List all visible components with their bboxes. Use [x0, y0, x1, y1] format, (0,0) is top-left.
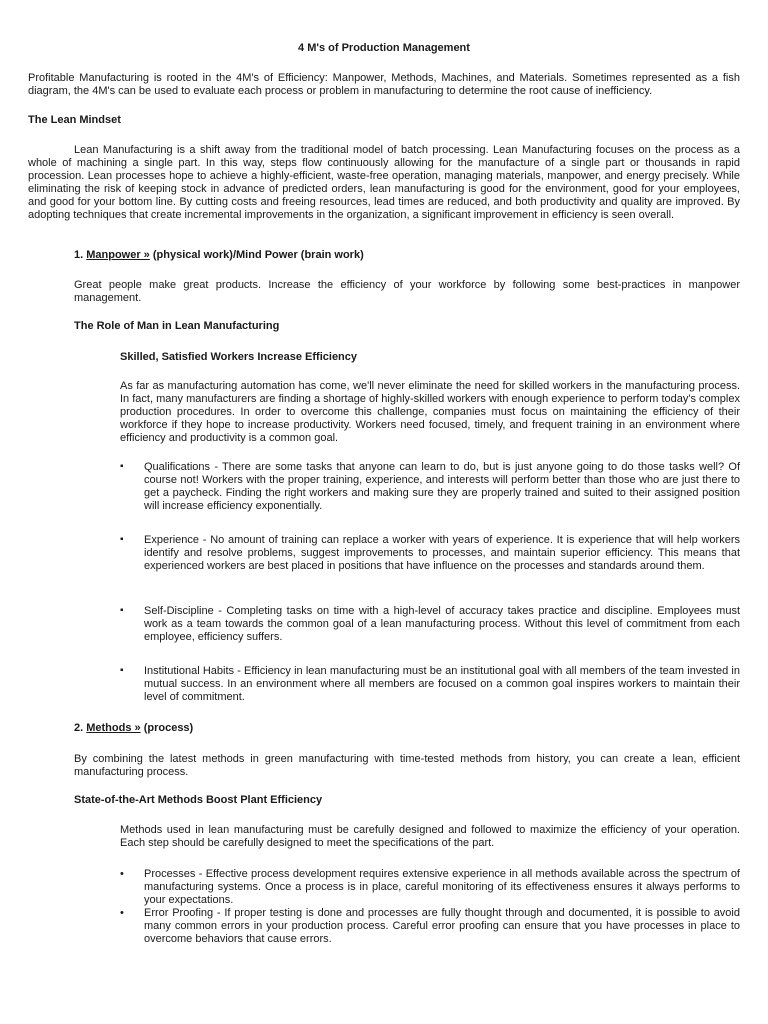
manpower-paragraph: Great people make great products. Increase the efficiency of your workforce by following some best-practices in manpower management. [74, 279, 740, 304]
bullet-qualifications: Qualifications - There are some tasks that anyone can learn to do, but is just anyone going to do those tasks well? Of course not! Workers with the proper training, experience, and interests will perform better than those who are just there to get a paycheck. Finding the right workers and making sure they are properly trained and suited to their assigned position will increase efficiency exponentially. [144, 461, 740, 512]
bullet-self-discipline: Self-Discipline - Completing tasks on time with a high-level of accuracy takes practice and discipline. Employees must work as a team towards the common goal of a lean manufacturing process. Without this level of commitment from each employee, efficiency suffers. [144, 605, 740, 643]
section-1-heading [74, 249, 364, 261]
lean-mindset-paragraph: Lean Manufacturing is a shift away from the traditional model of batch processing. Lean Manufacturing focuses on the process as a whole of machining a single part. In this way, steps flow continuously allowing for the manufacture of a single part or thousands in rapid procession. Lean processes hope to achieve a highly-efficient, waste-free operation, managing materials, manpower, and energy precisely. While eliminating the risk of keeping stock in advance of predicted orders, lean manufacturing is good for the environment, good for your employees, and good for your bottom line. By cutting costs and freeing resources, lead times are reduced, and both productivity and quality are improved. By adopting techniques that create incremental improvements in the organization, a significant improvement in efficiency is seen overall. [28, 144, 740, 221]
state-of-the-art-paragraph: Methods used in lean manufacturing must be carefully designed and followed to maximize the efficiency of your operation. Each step should be carefully designed to meet the specifications of the part. [120, 824, 740, 849]
bullet-institutional-habits: Institutional Habits - Efficiency in lean manufacturing must be an institutional goal with all members of the team invested in mutual success. In an environment where all members are focused on a common goal inspires workers to maintain their level of commitment. [144, 665, 740, 703]
section-1-subtitle: (physical work)/Mind Power (brain work) [149, 249, 364, 261]
round-bullet: • [120, 907, 124, 919]
bullet-processes: Processes - Effective process development requires extensive experience in all methods available across the spectrum of manufacturing systems. Once a process is in place, careful monitoring of its effectiveness ensures it always performs to your expectations. [144, 868, 740, 906]
methods-paragraph: By combining the latest methods in green manufacturing with time-tested methods from history, you can create a lean, efficient manufacturing process. [74, 753, 740, 778]
round-bullet: • [120, 868, 124, 880]
role-of-man-heading: The Role of Man in Lean Manufacturing [74, 320, 280, 332]
section-2-subtitle: (process) [140, 722, 194, 734]
lean-mindset-heading: The Lean Mindset [28, 114, 121, 126]
skilled-workers-paragraph: As far as manufacturing automation has come, we'll never eliminate the need for skilled workers in the manufacturing process. In fact, many manufacturers are finding a shortage of highly-skilled workers with enough experience to perform today's complex production procedures. In order to overcome this challenge, companies must focus on maintaining the efficiency of their workforce if they hope to increase productivity. Workers need focused, timely, and frequent training in an environment where efficiency and productivity is a common goal. [120, 380, 740, 444]
section-2-number: 2. [74, 722, 87, 734]
section-1-number: 1. [74, 249, 87, 261]
intro-paragraph: Profitable Manufacturing is rooted in the 4M's of Efficiency: Manpower, Methods, Machines, and Materials. Sometimes represented as a fish diagram, the 4M's can be used to evaluate each process or problem in manufacturing to determine the root cause of inefficiency. [28, 72, 740, 97]
skilled-workers-heading: Skilled, Satisfied Workers Increase Efficiency [120, 351, 358, 363]
square-bullet: ▪ [120, 534, 124, 545]
square-bullet: ▪ [120, 665, 124, 676]
square-bullet: ▪ [120, 605, 124, 616]
document-title: 4 M's of Production Management [298, 42, 470, 54]
manpower-link[interactable]: Manpower » [86, 249, 150, 261]
methods-link[interactable]: Methods » [86, 722, 141, 734]
section-2-heading [74, 722, 193, 734]
bullet-error-proofing: Error Proofing - If proper testing is done and processes are fully thought through and documented, it is possible to avoid many common errors in your production process. Careful error proofing can ensure that you have processes in place to overcome behaviors that cause errors. [144, 907, 740, 945]
state-of-the-art-heading: State-of-the-Art Methods Boost Plant Efficiency [74, 794, 323, 806]
square-bullet: ▪ [120, 461, 124, 472]
bullet-experience: Experience - No amount of training can replace a worker with years of experience. It is experience that will help workers identify and resolve problems, suggest improvements to processes, and maintain superior efficiency. This means that experienced workers are best placed in positions that have influence on the processes and standards around them. [144, 534, 740, 572]
